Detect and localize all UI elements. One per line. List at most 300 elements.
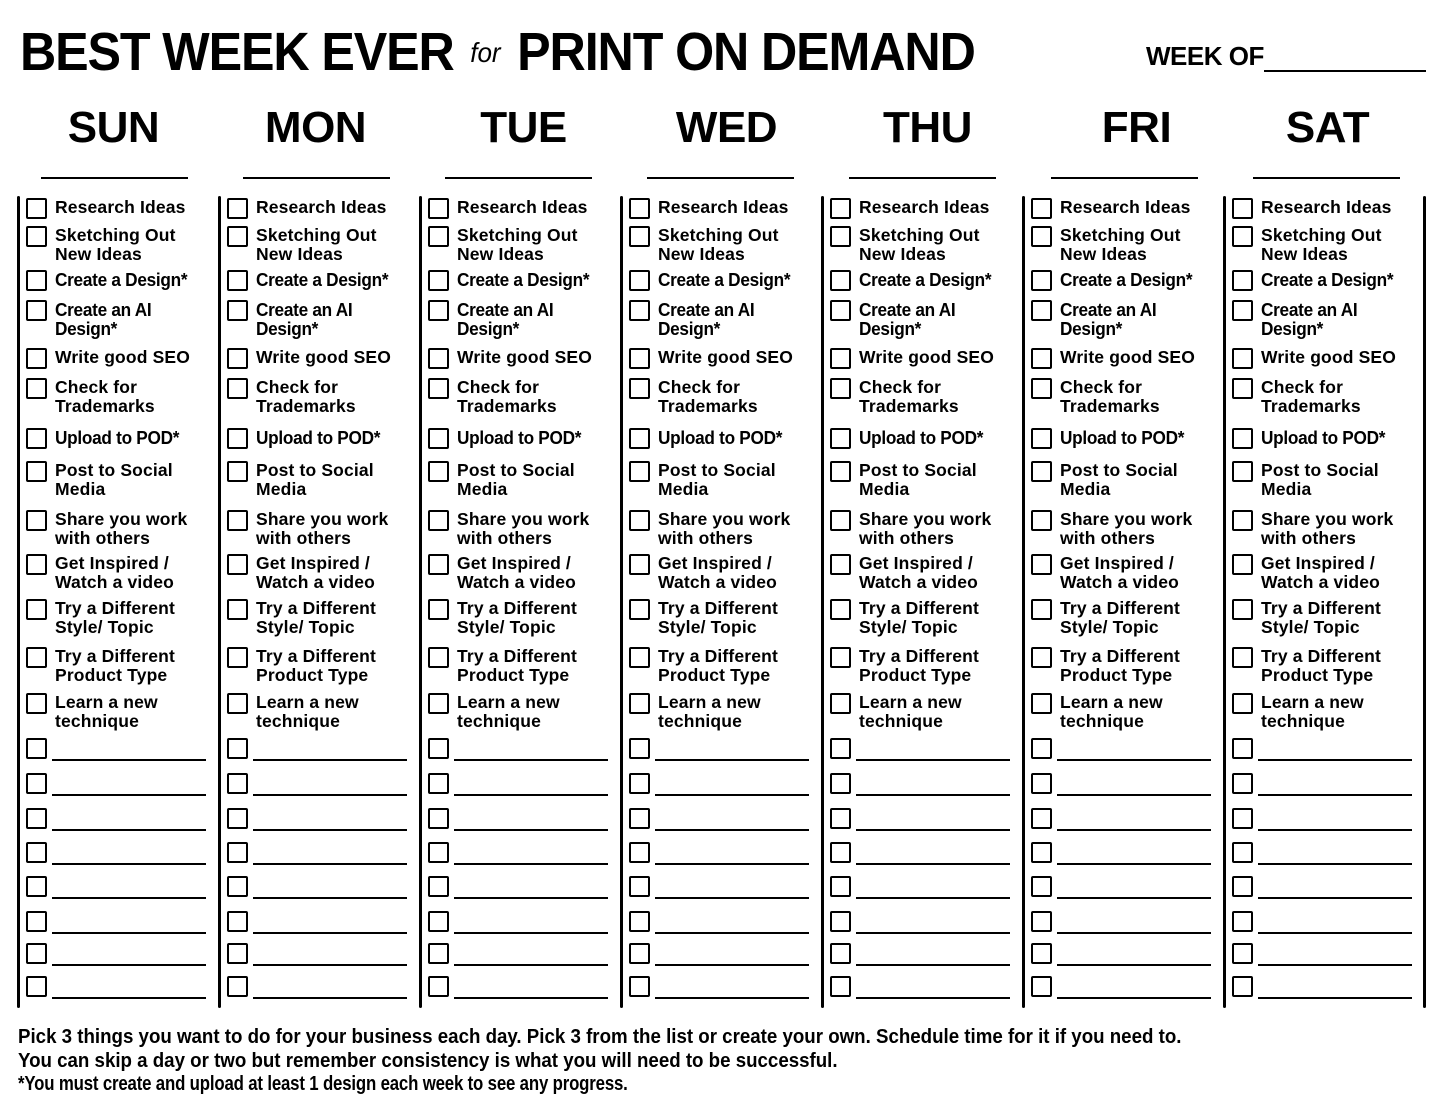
checkbox[interactable] (1031, 226, 1052, 247)
task-item[interactable] (227, 693, 359, 731)
custom-task-item[interactable] (26, 842, 47, 863)
checkbox[interactable] (428, 428, 449, 449)
task-item[interactable] (26, 599, 175, 637)
checkbox[interactable] (227, 693, 248, 714)
task-item[interactable] (830, 348, 994, 369)
checkbox[interactable] (428, 876, 449, 897)
custom-task-item[interactable] (26, 808, 47, 829)
custom-task-item[interactable] (1031, 943, 1052, 964)
checkbox[interactable] (1232, 378, 1253, 399)
checkbox[interactable] (629, 911, 650, 932)
checkbox[interactable] (26, 738, 47, 759)
checkbox[interactable] (1031, 976, 1052, 997)
task-item[interactable] (1031, 510, 1192, 548)
task-item[interactable] (1232, 270, 1403, 291)
checkbox[interactable] (1031, 599, 1052, 620)
custom-task-item[interactable] (227, 738, 248, 759)
checkbox[interactable] (227, 378, 248, 399)
custom-task-item[interactable] (428, 943, 449, 964)
checkbox[interactable] (1031, 300, 1052, 321)
task-item[interactable] (830, 428, 993, 449)
checkbox[interactable] (1031, 554, 1052, 575)
task-item[interactable] (830, 300, 963, 338)
checkbox[interactable] (629, 808, 650, 829)
checkbox[interactable] (227, 348, 248, 369)
custom-task-field[interactable] (655, 794, 809, 796)
checkbox[interactable] (26, 976, 47, 997)
checkbox[interactable] (428, 911, 449, 932)
task-item[interactable] (629, 554, 777, 592)
checkbox[interactable] (428, 842, 449, 863)
checkbox[interactable] (1232, 808, 1253, 829)
task-item[interactable] (629, 300, 762, 338)
checkbox[interactable] (830, 647, 851, 668)
checkbox[interactable] (1232, 300, 1253, 321)
task-item[interactable] (1232, 300, 1365, 338)
custom-task-item[interactable] (1031, 876, 1052, 897)
task-item[interactable] (1031, 599, 1180, 637)
day-date-field[interactable] (243, 177, 390, 179)
task-item[interactable] (227, 428, 390, 449)
checkbox[interactable] (830, 300, 851, 321)
task-item[interactable] (26, 226, 176, 264)
day-date-field[interactable] (849, 177, 996, 179)
custom-task-field[interactable] (1258, 829, 1412, 831)
checkbox[interactable] (830, 911, 851, 932)
custom-task-item[interactable] (1232, 911, 1253, 932)
checkbox[interactable] (830, 693, 851, 714)
custom-task-item[interactable] (428, 773, 449, 794)
task-item[interactable] (1031, 378, 1160, 416)
checkbox[interactable] (26, 876, 47, 897)
custom-task-item[interactable] (1232, 738, 1253, 759)
task-item[interactable] (428, 270, 599, 291)
custom-task-field[interactable] (454, 964, 608, 966)
task-item[interactable] (1031, 554, 1179, 592)
day-date-field[interactable] (1051, 177, 1198, 179)
checkbox[interactable] (629, 198, 650, 219)
custom-task-item[interactable] (830, 911, 851, 932)
custom-task-field[interactable] (52, 932, 206, 934)
task-item[interactable] (830, 270, 1001, 291)
custom-task-field[interactable] (856, 997, 1010, 999)
task-item[interactable] (830, 554, 978, 592)
checkbox[interactable] (1232, 693, 1253, 714)
task-item[interactable] (26, 647, 175, 685)
task-item[interactable] (629, 226, 779, 264)
checkbox[interactable] (1232, 198, 1253, 219)
checkbox[interactable] (428, 510, 449, 531)
checkbox[interactable] (629, 378, 650, 399)
custom-task-field[interactable] (655, 964, 809, 966)
custom-task-field[interactable] (1258, 897, 1412, 899)
custom-task-field[interactable] (52, 897, 206, 899)
custom-task-item[interactable] (1031, 773, 1052, 794)
task-item[interactable] (428, 461, 575, 499)
custom-task-field[interactable] (1258, 964, 1412, 966)
custom-task-item[interactable] (1031, 911, 1052, 932)
custom-task-item[interactable] (1031, 808, 1052, 829)
custom-task-item[interactable] (227, 808, 248, 829)
checkbox[interactable] (227, 599, 248, 620)
checkbox[interactable] (1031, 270, 1052, 291)
task-item[interactable] (428, 647, 577, 685)
custom-task-item[interactable] (26, 943, 47, 964)
task-item[interactable] (1031, 647, 1180, 685)
checkbox[interactable] (227, 911, 248, 932)
custom-task-field[interactable] (856, 863, 1010, 865)
checkbox[interactable] (1031, 738, 1052, 759)
custom-task-item[interactable] (428, 842, 449, 863)
checkbox[interactable] (1232, 270, 1253, 291)
day-date-field[interactable] (1253, 177, 1400, 179)
custom-task-item[interactable] (26, 876, 47, 897)
custom-task-field[interactable] (52, 759, 206, 761)
custom-task-item[interactable] (629, 943, 650, 964)
checkbox[interactable] (1232, 976, 1253, 997)
task-item[interactable] (1232, 510, 1393, 548)
task-item[interactable] (26, 693, 158, 731)
custom-task-field[interactable] (1057, 759, 1211, 761)
custom-task-item[interactable] (629, 842, 650, 863)
checkbox[interactable] (26, 693, 47, 714)
custom-task-field[interactable] (1057, 997, 1211, 999)
custom-task-field[interactable] (655, 829, 809, 831)
custom-task-field[interactable] (253, 829, 407, 831)
checkbox[interactable] (428, 693, 449, 714)
checkbox[interactable] (227, 876, 248, 897)
task-item[interactable] (629, 378, 758, 416)
checkbox[interactable] (227, 510, 248, 531)
custom-task-item[interactable] (830, 808, 851, 829)
custom-task-field[interactable] (253, 759, 407, 761)
checkbox[interactable] (830, 198, 851, 219)
checkbox[interactable] (227, 461, 248, 482)
custom-task-item[interactable] (830, 842, 851, 863)
checkbox[interactable] (227, 773, 248, 794)
day-date-field[interactable] (445, 177, 592, 179)
task-item[interactable] (26, 270, 197, 291)
custom-task-item[interactable] (830, 773, 851, 794)
checkbox[interactable] (1031, 911, 1052, 932)
custom-task-item[interactable] (830, 943, 851, 964)
checkbox[interactable] (830, 976, 851, 997)
checkbox[interactable] (1232, 599, 1253, 620)
task-item[interactable] (1031, 428, 1194, 449)
custom-task-item[interactable] (629, 808, 650, 829)
task-item[interactable] (227, 647, 376, 685)
task-item[interactable] (629, 270, 800, 291)
checkbox[interactable] (629, 348, 650, 369)
custom-task-field[interactable] (52, 997, 206, 999)
checkbox[interactable] (629, 647, 650, 668)
custom-task-item[interactable] (1031, 842, 1052, 863)
checkbox[interactable] (830, 943, 851, 964)
custom-task-field[interactable] (1057, 863, 1211, 865)
checkbox[interactable] (1232, 943, 1253, 964)
task-item[interactable] (1232, 693, 1364, 731)
task-item[interactable] (428, 198, 588, 219)
custom-task-item[interactable] (1232, 808, 1253, 829)
custom-task-field[interactable] (454, 829, 608, 831)
custom-task-field[interactable] (253, 897, 407, 899)
checkbox[interactable] (227, 270, 248, 291)
task-item[interactable] (629, 348, 793, 369)
checkbox[interactable] (227, 428, 248, 449)
task-item[interactable] (227, 270, 398, 291)
custom-task-item[interactable] (227, 976, 248, 997)
custom-task-field[interactable] (1057, 829, 1211, 831)
checkbox[interactable] (1232, 348, 1253, 369)
checkbox[interactable] (1031, 943, 1052, 964)
task-item[interactable] (227, 554, 375, 592)
task-item[interactable] (26, 198, 186, 219)
checkbox[interactable] (830, 428, 851, 449)
custom-task-field[interactable] (52, 964, 206, 966)
task-item[interactable] (227, 226, 377, 264)
checkbox[interactable] (629, 738, 650, 759)
custom-task-field[interactable] (52, 863, 206, 865)
task-item[interactable] (830, 510, 991, 548)
checkbox[interactable] (26, 943, 47, 964)
task-item[interactable] (1232, 198, 1392, 219)
custom-task-field[interactable] (454, 759, 608, 761)
checkbox[interactable] (26, 842, 47, 863)
checkbox[interactable] (629, 461, 650, 482)
custom-task-item[interactable] (428, 808, 449, 829)
task-item[interactable] (1232, 554, 1380, 592)
task-item[interactable] (227, 378, 356, 416)
custom-task-field[interactable] (1057, 794, 1211, 796)
checkbox[interactable] (227, 647, 248, 668)
task-item[interactable] (1031, 270, 1202, 291)
checkbox[interactable] (830, 842, 851, 863)
task-item[interactable] (1031, 198, 1191, 219)
custom-task-field[interactable] (1057, 897, 1211, 899)
custom-task-field[interactable] (1258, 997, 1412, 999)
checkbox[interactable] (1232, 842, 1253, 863)
task-item[interactable] (227, 510, 388, 548)
custom-task-field[interactable] (253, 964, 407, 966)
checkbox[interactable] (227, 226, 248, 247)
task-item[interactable] (26, 461, 173, 499)
custom-task-field[interactable] (856, 794, 1010, 796)
task-item[interactable] (1232, 226, 1382, 264)
checkbox[interactable] (629, 226, 650, 247)
checkbox[interactable] (227, 808, 248, 829)
custom-task-field[interactable] (454, 997, 608, 999)
checkbox[interactable] (428, 378, 449, 399)
custom-task-item[interactable] (227, 911, 248, 932)
task-item[interactable] (830, 599, 979, 637)
custom-task-field[interactable] (253, 997, 407, 999)
custom-task-field[interactable] (253, 794, 407, 796)
checkbox[interactable] (428, 554, 449, 575)
custom-task-item[interactable] (1232, 976, 1253, 997)
custom-task-item[interactable] (26, 976, 47, 997)
checkbox[interactable] (1031, 876, 1052, 897)
checkbox[interactable] (26, 510, 47, 531)
task-item[interactable] (1232, 428, 1395, 449)
checkbox[interactable] (428, 300, 449, 321)
checkbox[interactable] (1031, 378, 1052, 399)
custom-task-field[interactable] (454, 794, 608, 796)
checkbox[interactable] (1232, 510, 1253, 531)
custom-task-item[interactable] (227, 943, 248, 964)
checkbox[interactable] (428, 461, 449, 482)
checkbox[interactable] (1031, 198, 1052, 219)
checkbox[interactable] (830, 270, 851, 291)
custom-task-item[interactable] (428, 738, 449, 759)
custom-task-field[interactable] (1057, 964, 1211, 966)
checkbox[interactable] (428, 226, 449, 247)
custom-task-field[interactable] (1258, 759, 1412, 761)
checkbox[interactable] (830, 773, 851, 794)
custom-task-item[interactable] (227, 876, 248, 897)
checkbox[interactable] (428, 348, 449, 369)
checkbox[interactable] (428, 808, 449, 829)
checkbox[interactable] (26, 911, 47, 932)
checkbox[interactable] (227, 554, 248, 575)
custom-task-field[interactable] (1057, 932, 1211, 934)
task-item[interactable] (830, 461, 977, 499)
custom-task-field[interactable] (856, 897, 1010, 899)
day-date-field[interactable] (41, 177, 188, 179)
task-item[interactable] (629, 599, 778, 637)
checkbox[interactable] (26, 378, 47, 399)
checkbox[interactable] (629, 300, 650, 321)
task-item[interactable] (830, 378, 959, 416)
checkbox[interactable] (629, 976, 650, 997)
checkbox[interactable] (629, 510, 650, 531)
checkbox[interactable] (1031, 428, 1052, 449)
checkbox[interactable] (1031, 461, 1052, 482)
checkbox[interactable] (629, 842, 650, 863)
checkbox[interactable] (830, 348, 851, 369)
checkbox[interactable] (1232, 911, 1253, 932)
checkbox[interactable] (428, 738, 449, 759)
checkbox[interactable] (629, 428, 650, 449)
task-item[interactable] (428, 300, 561, 338)
custom-task-field[interactable] (856, 964, 1010, 966)
task-item[interactable] (227, 599, 376, 637)
checkbox[interactable] (26, 461, 47, 482)
task-item[interactable] (629, 647, 778, 685)
checkbox[interactable] (629, 876, 650, 897)
task-item[interactable] (1232, 378, 1361, 416)
custom-task-item[interactable] (629, 911, 650, 932)
checkbox[interactable] (830, 378, 851, 399)
custom-task-item[interactable] (1232, 842, 1253, 863)
custom-task-item[interactable] (26, 773, 47, 794)
custom-task-field[interactable] (253, 863, 407, 865)
checkbox[interactable] (830, 876, 851, 897)
checkbox[interactable] (227, 300, 248, 321)
task-item[interactable] (1031, 461, 1178, 499)
checkbox[interactable] (26, 554, 47, 575)
checkbox[interactable] (26, 226, 47, 247)
task-item[interactable] (1232, 461, 1379, 499)
custom-task-item[interactable] (428, 911, 449, 932)
checkbox[interactable] (1232, 226, 1253, 247)
task-item[interactable] (428, 226, 578, 264)
checkbox[interactable] (227, 976, 248, 997)
custom-task-field[interactable] (52, 794, 206, 796)
custom-task-item[interactable] (26, 738, 47, 759)
checkbox[interactable] (428, 599, 449, 620)
task-item[interactable] (26, 554, 174, 592)
task-item[interactable] (26, 428, 189, 449)
task-item[interactable] (629, 461, 776, 499)
custom-task-item[interactable] (629, 876, 650, 897)
checkbox[interactable] (1232, 738, 1253, 759)
checkbox[interactable] (26, 599, 47, 620)
checkbox[interactable] (428, 943, 449, 964)
task-item[interactable] (830, 693, 962, 731)
task-item[interactable] (26, 300, 159, 338)
task-item[interactable] (1232, 647, 1381, 685)
checkbox[interactable] (830, 738, 851, 759)
checkbox[interactable] (26, 270, 47, 291)
custom-task-field[interactable] (856, 932, 1010, 934)
task-item[interactable] (629, 510, 790, 548)
custom-task-item[interactable] (1232, 876, 1253, 897)
custom-task-item[interactable] (1031, 976, 1052, 997)
task-item[interactable] (1031, 226, 1181, 264)
task-item[interactable] (428, 554, 576, 592)
task-item[interactable] (428, 348, 592, 369)
task-item[interactable] (428, 428, 591, 449)
custom-task-item[interactable] (1031, 738, 1052, 759)
checkbox[interactable] (428, 198, 449, 219)
custom-task-item[interactable] (428, 876, 449, 897)
task-item[interactable] (26, 378, 155, 416)
task-item[interactable] (1232, 599, 1381, 637)
custom-task-item[interactable] (227, 842, 248, 863)
checkbox[interactable] (26, 647, 47, 668)
checkbox[interactable] (1031, 693, 1052, 714)
day-date-field[interactable] (647, 177, 794, 179)
checkbox[interactable] (1031, 808, 1052, 829)
custom-task-field[interactable] (1258, 863, 1412, 865)
checkbox[interactable] (1232, 876, 1253, 897)
custom-task-field[interactable] (454, 932, 608, 934)
task-item[interactable] (830, 198, 990, 219)
custom-task-field[interactable] (655, 897, 809, 899)
custom-task-field[interactable] (655, 759, 809, 761)
checkbox[interactable] (428, 647, 449, 668)
custom-task-item[interactable] (1232, 943, 1253, 964)
custom-task-field[interactable] (856, 829, 1010, 831)
task-item[interactable] (830, 226, 980, 264)
custom-task-field[interactable] (1258, 932, 1412, 934)
custom-task-field[interactable] (253, 932, 407, 934)
custom-task-item[interactable] (629, 773, 650, 794)
checkbox[interactable] (1031, 647, 1052, 668)
checkbox[interactable] (830, 510, 851, 531)
custom-task-field[interactable] (856, 759, 1010, 761)
task-item[interactable] (1031, 300, 1164, 338)
task-item[interactable] (227, 198, 387, 219)
custom-task-field[interactable] (454, 897, 608, 899)
checkbox[interactable] (227, 943, 248, 964)
checkbox[interactable] (830, 226, 851, 247)
checkbox[interactable] (830, 554, 851, 575)
checkbox[interactable] (629, 554, 650, 575)
checkbox[interactable] (1031, 773, 1052, 794)
custom-task-item[interactable] (428, 976, 449, 997)
custom-task-item[interactable] (629, 976, 650, 997)
